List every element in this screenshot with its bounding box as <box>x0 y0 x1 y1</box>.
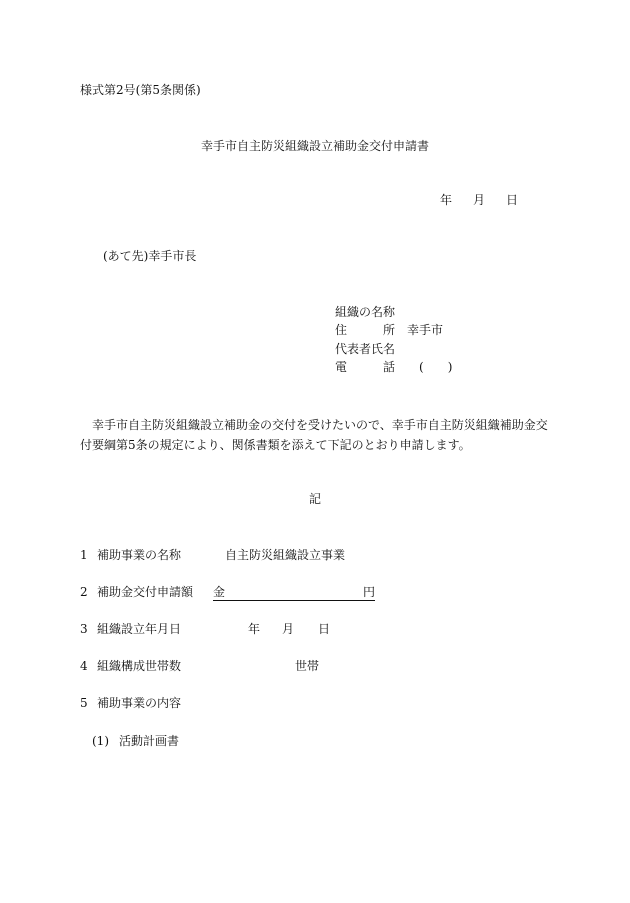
item-label: 補助金交付申請額 <box>97 585 194 599</box>
date-year: 年 <box>248 622 261 636</box>
item-project-content <box>80 696 181 710</box>
date-day: 日 <box>318 622 331 636</box>
phone-label-1: 電 <box>335 360 348 374</box>
address-label-2: 所 <box>383 323 396 337</box>
household-unit: 世帯 <box>295 659 320 673</box>
item-number: 4 <box>80 659 88 673</box>
item-label: 組織構成世帯数 <box>97 659 182 673</box>
body-text: 幸手市自主防災組織設立補助金の交付を受けたいので、幸手市自主防災組織補助金交付要綱第5条の規定により、関係書類を添えて下記のとおり申請します。 <box>80 418 548 452</box>
date-year: 年 <box>440 193 453 207</box>
item-label: 補助事業の内容 <box>97 696 182 710</box>
applicant-org-name-row <box>335 305 395 319</box>
establishment-date-fields <box>248 622 330 636</box>
item-number: 3 <box>80 622 88 636</box>
project-name-value: 自主防災組織設立事業 <box>225 548 346 562</box>
item-number: 2 <box>80 585 88 599</box>
item-label: 補助事業の名称 <box>97 548 182 562</box>
item-label: 組織設立年月日 <box>97 622 182 636</box>
amount-field <box>213 585 375 601</box>
item-number: 1 <box>80 548 88 562</box>
phone-value: ( ) <box>419 360 453 374</box>
subitem-label: 活動計画書 <box>119 734 180 748</box>
subitem-number: (1) <box>92 734 109 748</box>
date-month: 月 <box>473 193 486 207</box>
date-day: 日 <box>506 193 519 207</box>
org-name-label: 組織の名称 <box>335 305 396 319</box>
phone-label-2: 話 <box>383 360 396 374</box>
date-month: 月 <box>282 622 295 636</box>
address-label-1: 住 <box>335 323 348 337</box>
item-project-name <box>80 548 346 562</box>
document-title: 幸手市自主防災組織設立補助金交付申請書 <box>200 139 429 153</box>
item-establishment-date <box>80 622 331 636</box>
item-number: 5 <box>80 696 88 710</box>
applicant-address-row <box>335 323 443 337</box>
application-date <box>440 193 518 207</box>
subitem-activity-plan <box>92 734 179 748</box>
representative-label: 代表者氏名 <box>335 342 396 356</box>
ki-heading: 記 <box>308 492 321 506</box>
amount-suffix: 円 <box>362 585 375 599</box>
applicant-phone-row <box>335 360 452 374</box>
item-household-count <box>80 659 320 673</box>
amount-prefix: 金 <box>213 585 226 599</box>
item-subsidy-amount <box>80 585 375 599</box>
address-value: 幸手市 <box>407 323 444 337</box>
form-number: 様式第2号(第5条関係) <box>80 83 201 97</box>
applicant-representative-row <box>335 342 395 356</box>
addressee: (あて先)幸手市長 <box>103 249 197 263</box>
